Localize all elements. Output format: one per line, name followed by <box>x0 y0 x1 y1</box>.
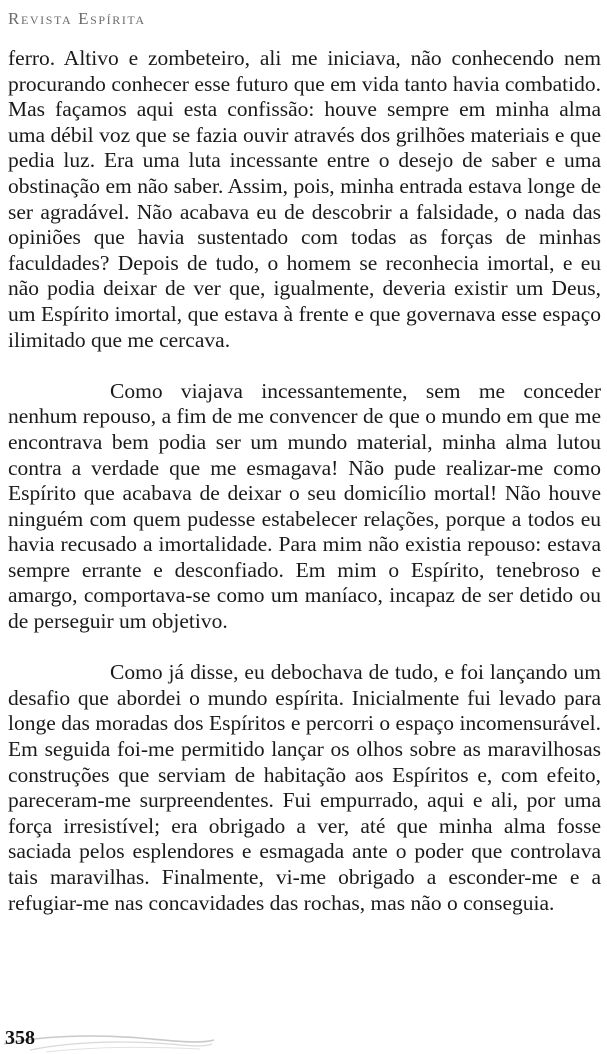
body-text <box>8 46 601 916</box>
paragraph: Como viajava incessantemente, sem me conceder nenhum repouso, a fim de me convencer de que o mundo em que me encontrava bem podia ser um mundo material, minha alma lutou contra a verdade que me esmagava! Não pude realizar-me como Espírito que acabava de deixar o seu domicílio mortal! Não houve ninguém com quem pudesse estabelecer relações, porque a todos eu havia recusado a imortalidade. Para mim não existia repouso: estava sempre errante e desconfiado. Em mim o Espírito, tenebroso e amargo, comportava-se como um maníaco, incapaz de ser detido ou de perseguir um objetivo. <box>8 378 601 634</box>
page-number: 358 <box>5 1027 35 1049</box>
running-header: Revista Espírita <box>8 9 146 28</box>
paragraph: ferro. Altivo e zombeteiro, ali me iniciava, não conhecendo nem procurando conhecer esse futuro que em vida tanto havia combatido. Mas façamos aqui esta confissão: houve sempre em minha alma uma débil voz que se fazia ouvir através dos grilhões materiais e que pedia luz. Era uma luta incessante entre o desejo de saber e uma obstinação em não saber. Assim, pois, minha entrada estava longe de ser agradável. Não acabava eu de descobrir a falsidade, o nada das opiniões que havia sustentado com todas as forças de minhas faculdades? Depois de tudo, o homem se reconhecia imortal, e eu não podia deixar de ver que, igualmente, deveria existir um Deus, um Espírito imortal, que estava à frente e que governava esse espaço ilimitado que me cercava. <box>8 46 601 352</box>
paragraph: Como já disse, eu debochava de tudo, e foi lançando um desafio que abordei o mundo espírita. Inicialmente fui levado para longe das moradas dos Espíritos e percorri o espaço incomensurável. Em seguida foi-me permitido lançar os olhos sobre as maravilhosas construções que serviam de habitação aos Espíritos e, com efeito, pareceram-me surpreendentes. Fui empurrado, aqui e ali, por uma força irresistível; era obrigado a ver, até que minha alma fosse saciada pelos esplendores e esmagada ante o poder que controlava tais maravilhas. Finalmente, vi-me obrigado a esconder-me e a refugiar-me nas concavidades das rochas, mas não o conseguia. <box>8 660 601 915</box>
